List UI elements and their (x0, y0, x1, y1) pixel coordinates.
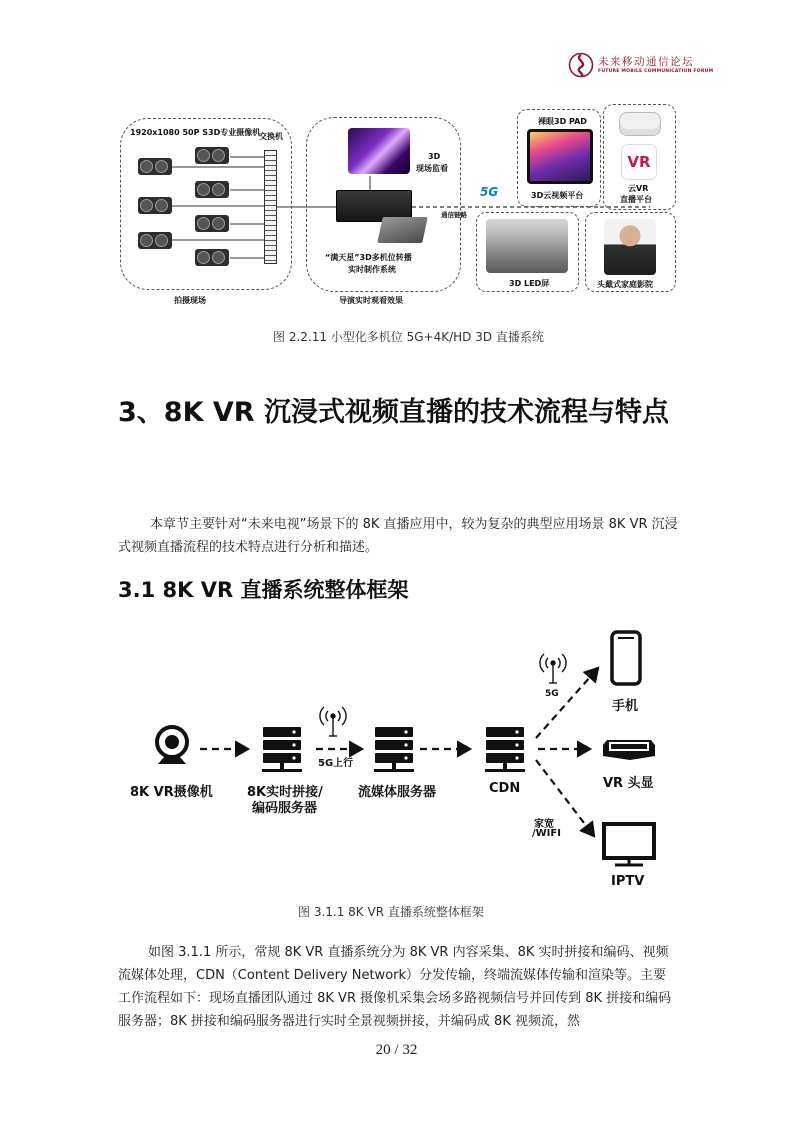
label-encoder-line1: 8K实时拼接/ (247, 785, 323, 800)
vr-platform-label-line2: 直播平台 (620, 195, 652, 204)
pad-label: 裸眼3D PAD (538, 117, 587, 126)
logo-english-text: FUTURE MOBILE COMMUNICATION FORUM (598, 69, 714, 74)
link-label: 通信链路 (441, 211, 467, 219)
label-encoder-line2: 编码服务器 (252, 801, 318, 816)
label-streaming-server: 流媒体服务器 (358, 785, 437, 800)
label-broadband-line2: /WIFI (532, 828, 561, 839)
cloud-platform-label: 3D云视频平台 (531, 191, 584, 200)
switch-label: 交换机 (259, 132, 283, 141)
director-label: 导演实时观看效果 (339, 296, 403, 305)
vr-camera-icon (157, 727, 187, 764)
label-8k-vr-camera: 8K VR摄像机 (130, 785, 213, 800)
page-number: 20 / 32 (375, 1042, 418, 1058)
section-title: 3、8K VR 沉浸式视频直播的技术流程与特点 (118, 397, 669, 428)
system-label-line1: “满天星”3D多机位转播 (325, 253, 412, 262)
encoder-server-icon (262, 727, 302, 772)
label-iptv: IPTV (611, 874, 645, 889)
monitor-label-line1: 3D (428, 152, 441, 161)
figure1-caption: 图 2.2.11 小型化多机位 5G+4K/HD 3D 直播系统 (273, 330, 544, 344)
label-phone: 手机 (612, 699, 639, 714)
label-5g-uplink: 5G上行 (318, 758, 354, 769)
camera-title: 1920x1080 50P S3D专业摄像机 (130, 128, 261, 137)
label-broadband-line1: 家宽 (534, 819, 554, 830)
antenna-uplink-icon (320, 707, 346, 736)
label-cdn: CDN (489, 781, 521, 796)
streaming-server-icon (374, 727, 414, 772)
system-label-line2: 实时制作系统 (348, 265, 396, 274)
5g-icon: 5G (480, 185, 499, 199)
cdn-server-icon (485, 727, 525, 772)
shooting-label: 拍摄现场 (174, 296, 206, 305)
label-vr-hmd: VR 头显 (603, 776, 654, 791)
section-intro: 本章节主要针对“未来电视”场景下的 8K 直播应用中，较为复杂的典型应用场景 8K VR 沉浸式视频直播流程的技术特点进行分析和描述。 (118, 517, 678, 555)
hmd-label: 头戴式家庭影院 (597, 280, 653, 289)
phone-icon (612, 632, 640, 684)
tv-icon (604, 824, 654, 865)
arrow-cdn-phone (536, 668, 598, 738)
vr-app-icon: VR (621, 144, 657, 180)
monitor-label-line2: 现场监看 (416, 164, 448, 173)
label-5g: 5G (545, 689, 559, 699)
subsection-title: 3.1 8K VR 直播系统整体框架 (118, 578, 409, 602)
figure2-caption: 图 3.1.1 8K VR 直播系统整体框架 (298, 905, 484, 919)
led-label: 3D LED屏 (509, 279, 550, 288)
logo-chinese-text: 未来移动通信论坛 (598, 56, 694, 68)
antenna-5g-icon (540, 654, 566, 683)
body-paragraph: 如图 3.1.1 所示，常规 8K VR 直播系统分为 8K VR 内容采集、8K 实时拼接和编码、视频流媒体处理，CDN（Content Delivery Network）分发传输，终端流媒体传输和渲染等。主要工作流程如下：现场直播团队通过 8K VR 摄像机采集会场多路视频信号并回传到 8K 拼接和编码服务器；8K 拼接和编码服务器进行实时全景视频拼接，并编码成 8K 视频流，然 (118, 945, 672, 1029)
vr-platform-label-line1: 云VR (628, 184, 649, 193)
vr-headset-icon (603, 740, 655, 760)
